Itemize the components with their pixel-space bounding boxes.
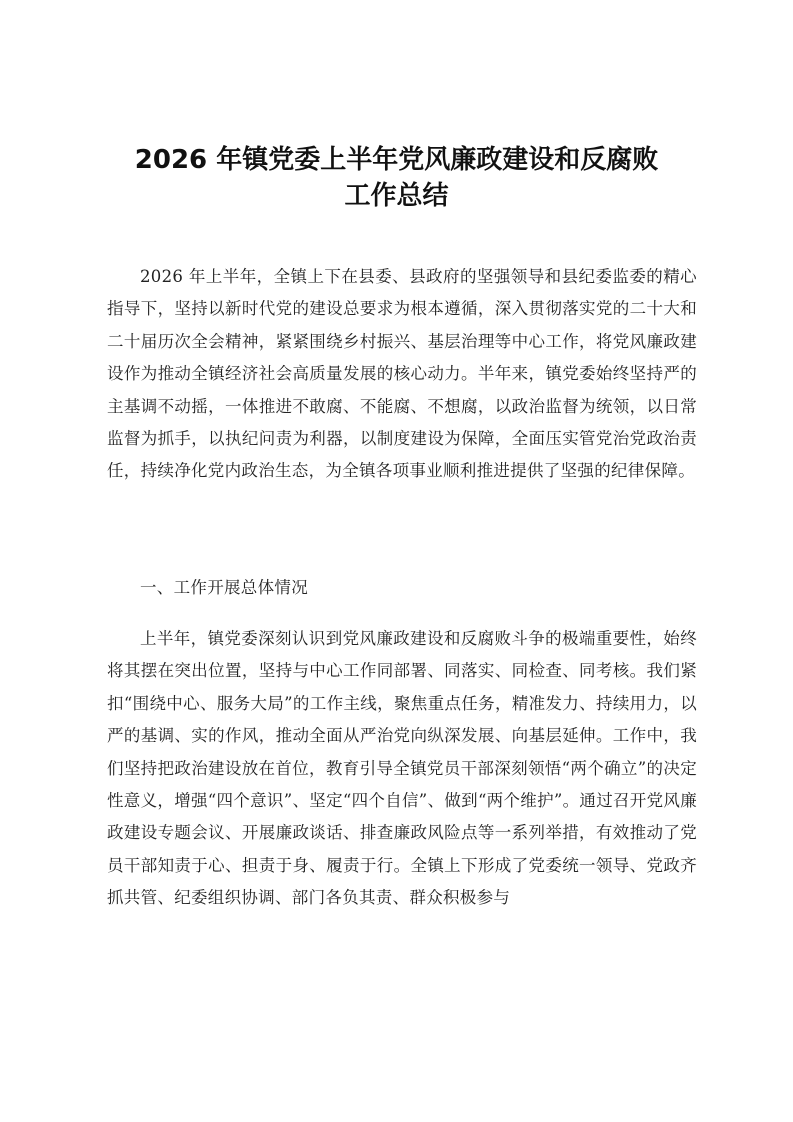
document-title	[100, 142, 693, 214]
intro-paragraph: 2026 年上半年，全镇上下在县委、县政府的坚强领导和县纪委监委的精心指导下，坚持以新时代党的建设总要求为根本遵循，深入贯彻落实党的二十大和二十届历次全会精神，紧紧围绕乡村振兴、基层治理等中心工作，将党风廉政建设作为推动全镇经济社会高质量发展的核心动力。半年来，镇党委始终坚持严的主基调不动摇，一体推进不敢腐、不能腐、不想腐，以政治监督为统领，以日常监督为抓手，以执纪问责为利器，以制度建设为保障，全面压实管党治党政治责任，持续净化党内政治生态，为全镇各项事业顺利推进提供了坚强的纪律保障。	[107, 267, 697, 481]
section-heading-1: 一、工作开展总体情况	[140, 578, 308, 597]
title-line-2: 工作总结	[344, 181, 449, 211]
title-line-1: 2026 年镇党委上半年党风廉政建设和反腐败	[134, 145, 659, 175]
section-1-paragraph: 上半年，镇党委深刻认识到党风廉政建设和反腐败斗争的极端重要性，始终将其摆在突出位置，坚持与中心工作同部署、同落实、同检查、同考核。我们紧扣“围绕中心、服务大局”的工作主线，聚焦重点任务，精准发力、持续用力，以严的基调、实的作风，推动全面从严治党向纵深发展、向基层延伸。工作中，我们坚持把政治建设放在首位，教育引导全镇党员干部深刻领悟“两个确立”的决定性意义，增强“四个意识”、坚定“四个自信”、做到“两个维护”。通过召开党风廉政建设专题会议、开展廉政谈话、排查廉政风险点等一系列举措，有效推动了党员干部知责于心、担责于身、履责于行。全镇上下形成了党委统一领导、党政齐抓共管、纪委组织协调、部门各负其责、群众积极参与	[107, 629, 698, 908]
